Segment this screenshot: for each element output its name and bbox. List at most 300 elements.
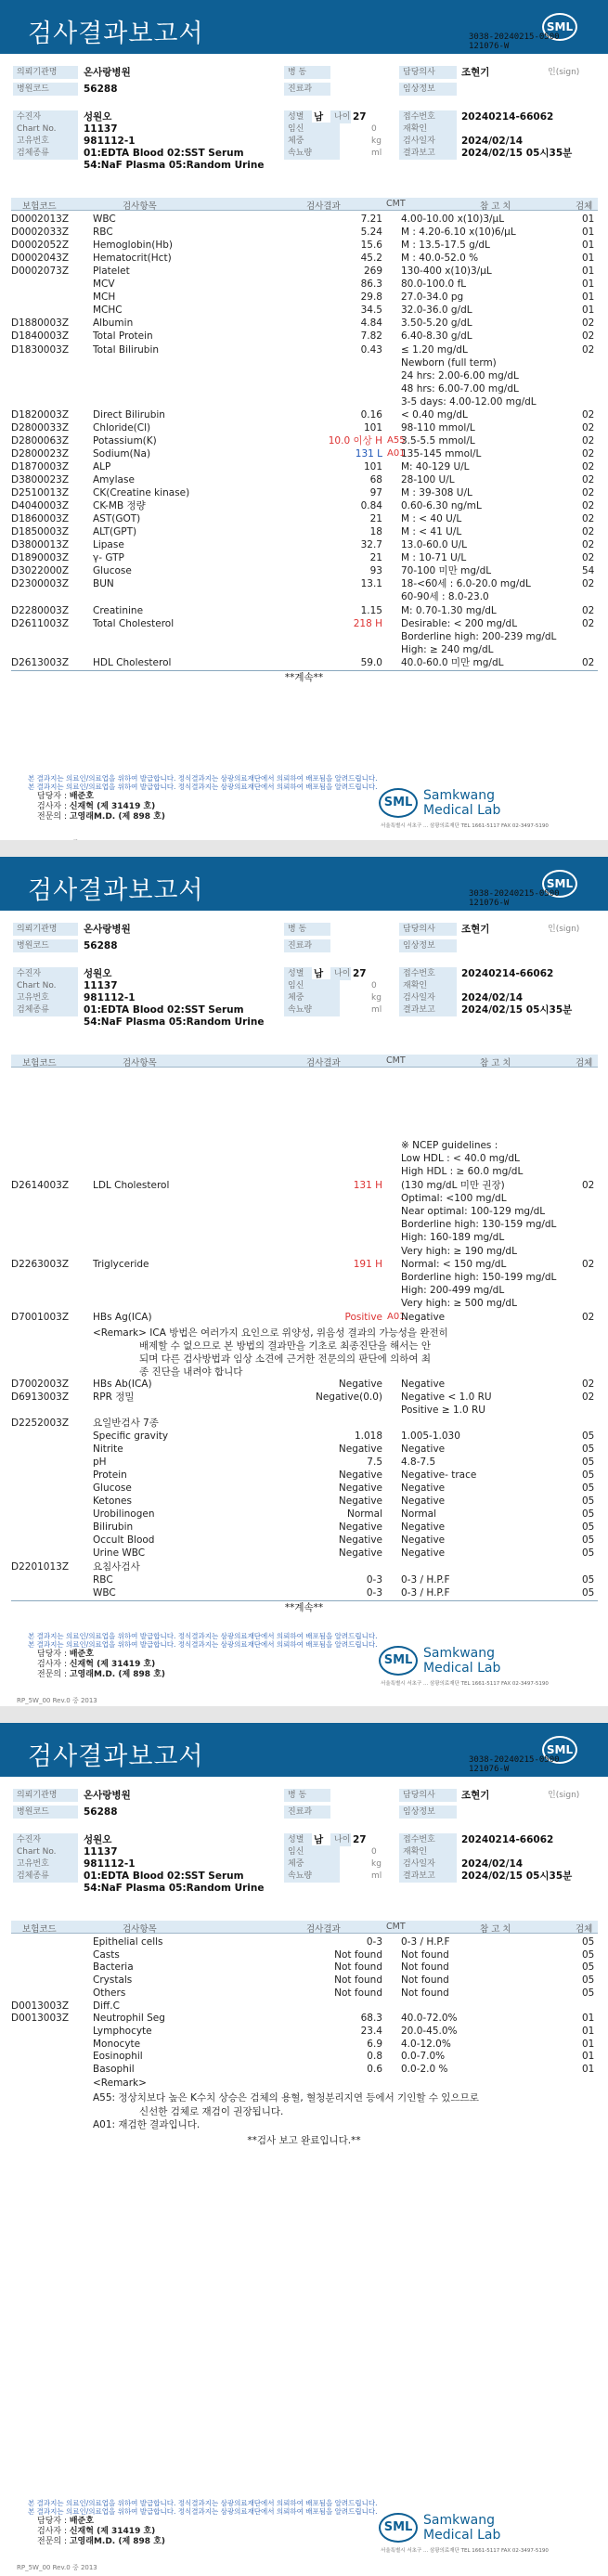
reference-range: 18-<60세 : 6.0-20.0 mg/dL (401, 578, 531, 590)
value-age: 27 (353, 111, 367, 123)
remark-line: 종 진단을 내려야 합니다 (139, 1366, 243, 1378)
sml-logo-icon: SML (542, 870, 577, 898)
value-name: 성원오 (84, 111, 112, 123)
label-ward: 병 동 (284, 66, 330, 79)
test-result: 0-3 (366, 1936, 382, 1948)
table-row (11, 564, 598, 577)
test-result: 0-3 (366, 1573, 382, 1586)
specimen-code: 05 (582, 1547, 595, 1560)
test-result: 15.6 (360, 239, 382, 252)
specimen-code: 01 (582, 252, 595, 265)
table-row (11, 1391, 598, 1404)
test-name: Neutrophil Seg (93, 2013, 165, 2025)
insurance-code: D2800063Z (11, 434, 70, 447)
test-result: 34.5 (360, 304, 382, 317)
test-result: 6.9 (367, 2038, 382, 2050)
continue-text: **계속** (284, 671, 324, 683)
report-header (0, 857, 608, 911)
value-hospital: 온사랑병원 (84, 924, 131, 935)
signer-role: 담당자 (37, 792, 62, 801)
table-row (11, 291, 598, 304)
specimen-code: 01 (582, 265, 595, 278)
value-hospital_code: 56288 (84, 1806, 118, 1818)
value-specimen_line1: 01:EDTA Blood 02:SST Serum (84, 148, 244, 159)
reference-range: M : 4.20-6.10 x(10)6/μL (401, 227, 516, 239)
test-result: 4.84 (360, 317, 382, 330)
report-code-2: 121076-W (469, 1765, 510, 1774)
value-report_date: 2024/02/15 05시35분 (461, 1871, 573, 1882)
label-weight: 체중 (284, 135, 340, 148)
specimen-code: 02 (582, 343, 595, 356)
test-result: 5.24 (360, 227, 382, 239)
insurance-code: D2510013Z (11, 487, 70, 499)
table-row (11, 356, 598, 369)
revision-text: RP_5W_00 Rev.0 중 2013 (17, 1697, 97, 1704)
specimen-code: 01 (582, 2064, 595, 2075)
test-name: Glucose (93, 1482, 132, 1495)
footer-brand: Medical Lab (423, 2528, 501, 2543)
reference-range: 135-145 mmol/L (401, 447, 482, 460)
specimen-code: 02 (582, 617, 595, 629)
insurance-code: D0013003Z (11, 2000, 70, 2012)
test-name: LDL Cholesterol (93, 1179, 170, 1191)
value-doctor: 조현기 (461, 1790, 490, 1801)
label-ward: 병 동 (284, 923, 330, 936)
result-comment: A01 (387, 447, 406, 459)
label-doctor_remark: 임상정보 (399, 939, 457, 952)
table-row (11, 1521, 598, 1534)
signer: 검사자 : 신재혁 (제 31419 호) (37, 2527, 156, 2536)
sml-footer-logo-icon: SML (379, 2513, 418, 2543)
table-row (11, 1404, 598, 1417)
test-name: Amylase (93, 474, 135, 485)
value-sex: 남 (314, 968, 324, 979)
signer-name: 배준호 (69, 792, 94, 801)
footer-brand: Samkwang (423, 1646, 495, 1661)
specimen-code: 02 (582, 330, 595, 343)
value-dept (334, 1806, 390, 1819)
table-row (11, 239, 598, 252)
label-hospital_code: 병원코드 (13, 83, 78, 96)
value-doctor: 조현기 (461, 924, 490, 935)
reference-range: 32.0-36.0 g/dL (401, 304, 472, 317)
value-age: 27 (353, 968, 367, 979)
test-result: 45.2 (360, 252, 382, 265)
value-doctor: 조현기 (461, 67, 490, 78)
label-sex: 성별 (284, 1833, 312, 1846)
test-name: MCH (93, 291, 116, 304)
notice-text: 본 결과지는 의료인/의료업을 위하여 발급합니다. 정식결과지는 삼광의료재단에서 의뢰하여 배포됨을 알려드립니다. (28, 2499, 378, 2507)
test-name: HBs Ab(ICA) (93, 1378, 152, 1390)
sml-footer-logo-icon: SML (379, 1646, 418, 1676)
test-name: ALP (93, 460, 111, 472)
signer-role: 전문의 (37, 1670, 62, 1679)
test-name: Eosinophil (93, 2051, 143, 2063)
test-result: Negative (338, 1495, 382, 1508)
value-reg: 981112-1 (84, 1858, 136, 1870)
reference-range: 27.0-34.0 pg (401, 291, 464, 304)
signer: 담당자 : 배준호 (37, 1650, 94, 1659)
test-name: AST(GOT) (93, 513, 141, 525)
test-name: MCHC (93, 304, 123, 317)
reference-range: 70-100 미만 mg/dL (401, 565, 492, 577)
table-row (11, 421, 598, 434)
report-code-1: 3038-20240215-0500 (469, 889, 560, 899)
insurance-code: D0002052Z (11, 239, 70, 252)
signer-role: 담당자 (37, 2517, 62, 2526)
table-row (11, 577, 598, 590)
specimen-code: 02 (582, 526, 595, 538)
specimen-code: 05 (582, 1443, 595, 1456)
value-dept (334, 939, 390, 952)
specimen-code: 02 (582, 1378, 595, 1390)
table-row (11, 1974, 598, 1987)
table-row (11, 617, 598, 630)
signer-role: 전문의 (37, 2537, 62, 2546)
label-specimen: 검체종류 (13, 1003, 78, 1016)
test-name: HBs Ag(ICA) (93, 1311, 152, 1323)
test-result: Negative (338, 1378, 382, 1390)
reference-range: Borderline high: 150-199 mg/dL (401, 1272, 557, 1283)
specimen-code: 05 (582, 1936, 595, 1948)
value-hospital_code: 56288 (84, 84, 118, 95)
reference-range: High: ≥ 240 mg/dL (401, 643, 494, 655)
report-page (0, 857, 608, 1706)
test-result: 218 H (353, 617, 382, 629)
table-row (11, 1469, 598, 1482)
table-row (11, 330, 598, 343)
value-doctor_sign: 인(sign) (548, 925, 580, 934)
specimen-code: 02 (582, 447, 595, 460)
test-result: 0.16 (360, 408, 382, 421)
value-dept (334, 83, 390, 96)
value-chart: 11137 (84, 1846, 118, 1858)
notice-text: 본 결과지는 의료인/의료업을 위하여 발급합니다. 정식결과지는 삼광의료재단에서 의뢰하여 배포됨을 알려드립니다. (28, 1632, 378, 1640)
reference-range: Very high: ≥ 190 mg/dL (401, 1245, 517, 1257)
value-ward (334, 1789, 390, 1802)
label-ward: 병 동 (284, 1789, 330, 1802)
reference-range: ※ NCEP guidelines : (401, 1140, 498, 1151)
header-result: 검사결과 (306, 201, 341, 212)
label-reexam: 재확인 (399, 979, 457, 992)
table-row (11, 1547, 598, 1560)
value-hospital_code: 56288 (84, 940, 118, 951)
specimen-code: 02 (582, 656, 595, 668)
remark-line: 신선한 검체로 재검이 권장됩니다. (139, 2105, 284, 2117)
label-dept: 진료과 (284, 1806, 330, 1819)
signer-name: 배준호 (69, 1650, 94, 1659)
reference-range: (130 mg/dL 미만 권장) (401, 1179, 505, 1191)
test-name: 요침사검사 (93, 1560, 140, 1573)
continue-text: **계속** (284, 1601, 324, 1613)
insurance-code: D0002033Z (11, 227, 70, 239)
specimen-code: 02 (582, 1311, 595, 1323)
test-name: Direct Bilirubin (93, 408, 165, 421)
value-receipt_no: 20240214-66062 (461, 968, 554, 979)
insurance-code: D2614003Z (11, 1179, 70, 1191)
test-name: RBC (93, 1573, 113, 1586)
specimen-code: 02 (582, 539, 595, 551)
reference-range: 1.005-1.030 (401, 1430, 460, 1442)
reference-range: Borderline high: 130-159 mg/dL (401, 1219, 557, 1231)
result-comment: A01 (387, 1311, 406, 1322)
specimen-code: 54 (582, 565, 595, 577)
table-row (11, 1284, 598, 1297)
reference-range: ≤ 1.20 mg/dL (401, 343, 468, 356)
value-chart: 11137 (84, 980, 118, 991)
sml-footer-logo-icon: SML (379, 788, 418, 818)
insurance-code: D3800023Z (11, 474, 70, 485)
value-exam_date: 2024/02/14 (461, 992, 524, 1003)
report-page (0, 1723, 608, 2576)
label-hospital_code: 병원코드 (13, 1806, 78, 1819)
notice-text: 본 결과지는 의료인/의료업을 위하여 발급합니다. 정식결과지는 삼광의료재단에서 의뢰하여 배포됨을 알려드립니다. (28, 783, 378, 791)
table-row (11, 1573, 598, 1586)
specimen-code: 02 (582, 408, 595, 421)
test-result: 18 (369, 526, 382, 538)
reference-range: 3-5 days: 4.00-12.00 mg/dL (401, 395, 537, 408)
test-name: MCV (93, 278, 115, 291)
reference-range: 20.0-45.0% (401, 2025, 458, 2037)
test-result: 7.5 (367, 1456, 382, 1469)
table-row (11, 525, 598, 538)
notice-text: 본 결과지는 의료인/의료업을 위하여 발급합니다. 정식결과지는 삼광의료재단에서 의뢰하여 배포됨을 알려드립니다. (28, 2507, 378, 2516)
value-hospital: 온사랑병원 (84, 1790, 131, 1801)
specimen-code: 02 (582, 552, 595, 564)
table-row (11, 369, 598, 382)
table-row (11, 1495, 598, 1508)
header-flag: CMT (386, 1055, 406, 1066)
label-birth: 임신 (284, 1845, 340, 1858)
reference-range: Desirable: < 200 mg/dL (401, 617, 518, 629)
table-row (11, 538, 598, 551)
label-exam_date: 검사일자 (399, 991, 457, 1004)
reference-range: 130-400 x(10)3/μL (401, 265, 492, 278)
insurance-code: D4040003Z (11, 500, 70, 512)
signer-name: 신재혁 (제 31419 호) (69, 802, 156, 811)
table-row (11, 1192, 598, 1205)
value-hospital: 온사랑병원 (84, 67, 131, 78)
table-row (11, 1271, 598, 1284)
insurance-code: D3800013Z (11, 539, 70, 551)
label-name: 수진자 (13, 110, 78, 123)
signer-name: 신재혁 (제 31419 호) (69, 1660, 156, 1669)
insurance-code: D0002073Z (11, 265, 70, 278)
test-result: 21 (369, 513, 382, 525)
label-reexam: 재확인 (399, 1845, 457, 1858)
label-height: 속뇨량 (284, 147, 340, 160)
reference-range: 60-90세 : 8.0-23.0 (401, 591, 489, 603)
label-report_date: 결과보고 (399, 147, 457, 160)
report-page (0, 0, 608, 840)
specimen-code: 05 (582, 1430, 595, 1442)
label-reexam: 재확인 (399, 123, 457, 136)
value-weight: kg (371, 136, 382, 146)
value-report_date: 2024/02/15 05시35분 (461, 1004, 573, 1016)
table-row (11, 473, 598, 486)
label-receipt_no: 접수번호 (399, 967, 457, 980)
test-result: 97 (369, 487, 382, 499)
table-row (11, 1586, 598, 1599)
insurance-code: D2263003Z (11, 1258, 70, 1270)
test-result: 131 L (355, 447, 382, 460)
value-age: 27 (353, 1834, 367, 1845)
table-row (11, 2012, 598, 2025)
footer-address: 서울특별시 서초구 ... 삼광의료재단 TEL 1661-5117 FAX 02-3497-5190 (381, 2548, 549, 2554)
signer-name: 고영래M.D. (제 898 호) (69, 2537, 166, 2546)
reference-range: Negative (401, 1495, 446, 1508)
test-name: 요일반검사 7종 (93, 1417, 159, 1429)
value-exam_date: 2024/02/14 (461, 1858, 524, 1870)
label-sex: 성별 (284, 110, 312, 123)
table-row (11, 1935, 598, 1948)
label-hospital: 의뢰기관명 (13, 923, 78, 936)
specimen-code: 05 (582, 1961, 595, 1974)
signer-role: 담당자 (37, 1650, 62, 1659)
header-ref: 참 고 치 (480, 201, 511, 212)
test-name: Crystals (93, 1974, 133, 1987)
specimen-code: 02 (582, 500, 595, 512)
test-result: Negative(0.0) (315, 1391, 382, 1403)
specimen-code: 05 (582, 1573, 595, 1586)
test-result: 0.84 (360, 500, 382, 512)
footer-brand: Samkwang (423, 788, 495, 803)
specimen-code: 01 (582, 2013, 595, 2025)
signer: 전문의 : 고영래M.D. (제 898 호) (37, 2537, 166, 2546)
test-name: Hemoglobin(Hb) (93, 239, 174, 252)
value-reg: 981112-1 (84, 136, 136, 147)
value-name: 성원오 (84, 968, 112, 979)
test-result: Negative (338, 1443, 382, 1456)
label-birth: 임신 (284, 979, 340, 992)
reference-range: Negative (401, 1443, 446, 1456)
sml-logo-icon: SML (542, 13, 577, 41)
specimen-code: 02 (582, 434, 595, 447)
table-row (11, 395, 598, 408)
table-row (11, 1456, 598, 1469)
table-row (11, 656, 598, 669)
remark-line: 배제할 수 없으므로 본 방법의 결과만을 기초로 최종진단을 해서는 안 (139, 1340, 432, 1352)
value-report_date: 2024/02/15 05시35분 (461, 148, 573, 159)
specimen-code: 05 (582, 1495, 595, 1508)
insurance-code: D2252003Z (11, 1417, 70, 1429)
label-age: 나이 (330, 110, 351, 123)
test-name: WBC (93, 1586, 116, 1599)
test-name: Protein (93, 1469, 127, 1482)
report-code-2: 121076-W (469, 42, 510, 51)
reference-range: M: 40-129 U/L (401, 460, 470, 472)
remark-line: 되며 다른 검사방법과 임상 소견에 근거한 전문의의 판단에 의하여 최 (139, 1353, 432, 1365)
test-name: ALT(GPT) (93, 526, 137, 538)
test-name: Occult Blood (93, 1534, 155, 1547)
test-name: pH (93, 1456, 107, 1469)
specimen-code: 02 (582, 474, 595, 485)
test-result: 131 H (353, 1179, 382, 1191)
test-name: Total Cholesterol (93, 617, 175, 629)
test-result: 68 (369, 474, 382, 485)
label-receipt_no: 접수번호 (399, 1833, 457, 1846)
signer-name: 신재혁 (제 31419 호) (69, 2527, 156, 2536)
test-name: Ketones (93, 1495, 132, 1508)
table-row (11, 1179, 598, 1192)
test-result: 10.0 이상 H (328, 434, 382, 447)
table-row (11, 2025, 598, 2038)
label-reg: 고유번호 (13, 991, 78, 1004)
test-result: Negative (338, 1482, 382, 1495)
test-result: 101 (363, 460, 382, 472)
test-result: 1.15 (360, 604, 382, 616)
table-row (11, 434, 598, 447)
reference-range: Very high: ≥ 500 mg/dL (401, 1298, 517, 1310)
table-row (11, 1311, 598, 1324)
footer-brand: Medical Lab (423, 1661, 501, 1676)
test-name: RBC (93, 227, 113, 239)
label-hospital_code: 병원코드 (13, 939, 78, 952)
table-row (11, 551, 598, 564)
table-row (11, 1560, 598, 1573)
result-comment: A55 (387, 434, 406, 446)
specimen-code: 01 (582, 214, 595, 225)
specimen-code: 02 (582, 1258, 595, 1270)
table-row (11, 278, 598, 291)
insurance-code: D2800033Z (11, 421, 70, 434)
insurance-code: D1830003Z (11, 343, 70, 356)
table-row (11, 317, 598, 330)
reference-range: M: 0.70-1.30 mg/dL (401, 604, 497, 616)
reference-range: High HDL : ≥ 60.0 mg/dL (401, 1166, 524, 1178)
reference-range: Normal: < 150 mg/dL (401, 1258, 507, 1270)
table-row (11, 512, 598, 525)
table-row (11, 213, 598, 226)
header-specimen: 검체 (576, 201, 593, 212)
value-height: ml (371, 1005, 382, 1015)
value-birth: 0 (371, 1847, 377, 1857)
remark-line: A01: 재검한 결과입니다. (93, 2119, 201, 2131)
test-name: Sodium(Na) (93, 447, 151, 460)
specimen-code: 05 (582, 1482, 595, 1495)
test-name: Monocyte (93, 2038, 141, 2050)
remark-line: A55: 정상치보다 높은 K수치 상승은 검체의 용혈, 혈청분리지연 등에서 기인할 수 있으므로 (93, 2092, 479, 2104)
footer-address: 서울특별시 서초구 ... 삼광의료재단 TEL 1661-5117 FAX 02-3497-5190 (381, 1681, 549, 1687)
reference-range: 0-3 / H.P.F (401, 1936, 450, 1948)
label-sex: 성별 (284, 967, 312, 980)
reference-range: Negative (401, 1378, 446, 1390)
test-result: Not found (334, 1974, 382, 1987)
value-reg: 981112-1 (84, 992, 136, 1003)
reference-range: < 0.40 mg/dL (401, 408, 468, 421)
specimen-code: 05 (582, 1586, 595, 1599)
reference-range: 48 hrs: 6.00-7.00 mg/dL (401, 382, 519, 395)
reference-range: 13.0-60.0 U/L (401, 539, 467, 551)
value-specimen_line2: 54:NaF Plasma 05:Random Urine (84, 1883, 265, 1894)
insurance-code: D2280003Z (11, 604, 70, 616)
test-name: CK(Creatine kinase) (93, 487, 190, 499)
label-doctor: 담당의사 (399, 1789, 457, 1802)
reference-range: M : 13.5-17.5 g/dL (401, 239, 490, 252)
value-name: 성원오 (84, 1834, 112, 1845)
test-result: Negative (338, 1534, 382, 1547)
test-name: Diff.C (93, 2000, 120, 2012)
report-end-text: **검사 보고 완료입니다.** (247, 2134, 361, 2146)
table-row (11, 408, 598, 421)
signer-name: 고영래M.D. (제 898 호) (69, 812, 166, 822)
reference-range: 4.0-12.0% (401, 2038, 451, 2050)
table-row (11, 343, 598, 356)
label-age: 나이 (330, 1833, 351, 1846)
label-height: 속뇨량 (284, 1003, 340, 1016)
reference-range: Positive ≥ 1.0 RU (401, 1404, 485, 1416)
label-name: 수진자 (13, 1833, 78, 1846)
